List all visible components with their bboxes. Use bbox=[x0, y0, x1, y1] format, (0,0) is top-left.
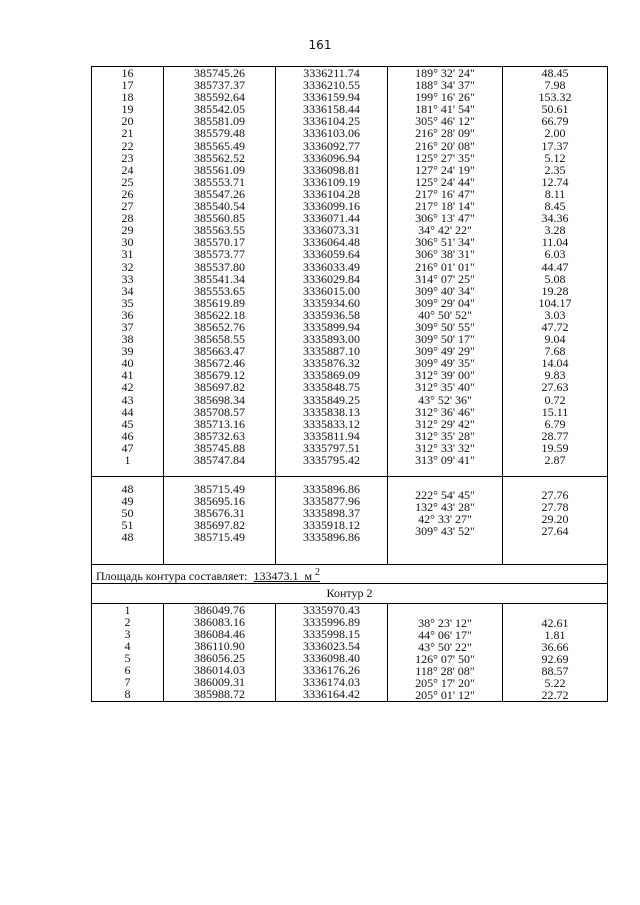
table-cell: 5.22 bbox=[544, 676, 566, 691]
table-cell: 306° 51' 34" bbox=[415, 235, 475, 250]
table-cell: 26 bbox=[121, 186, 134, 201]
table-cell: 34° 42' 22" bbox=[418, 223, 472, 238]
table-cell: 47.72 bbox=[541, 319, 569, 334]
table-cell: 385732.63 bbox=[194, 428, 245, 443]
table-cell: 385553.65 bbox=[194, 283, 245, 298]
table-cell: 3336023.54 bbox=[303, 638, 360, 653]
table-cell: 2.87 bbox=[544, 453, 566, 467]
table-cell: 5.08 bbox=[544, 271, 566, 286]
table-cell: 33 bbox=[121, 271, 134, 286]
hole-block bbox=[92, 483, 608, 543]
table-cell: 45 bbox=[121, 416, 134, 431]
table-cell: 29 bbox=[121, 223, 134, 238]
table-cell: 6 bbox=[124, 663, 131, 678]
table-cell: 29.20 bbox=[541, 512, 569, 527]
contour1-block bbox=[92, 67, 608, 467]
contour2-block bbox=[92, 603, 608, 702]
table-cell: 305° 46' 12" bbox=[415, 114, 475, 129]
table-cell: 385542.05 bbox=[194, 102, 245, 117]
table-cell: 66.79 bbox=[541, 114, 569, 129]
table-cell: 38° 23' 12" bbox=[418, 615, 472, 630]
table-cell: 7 bbox=[124, 675, 131, 690]
table-cell: 385622.18 bbox=[194, 307, 245, 322]
table-cell: 386056.25 bbox=[194, 650, 245, 665]
contour2-title: Контур 2 bbox=[92, 583, 608, 603]
table-cell: 19 bbox=[121, 102, 134, 117]
table-cell: 6.79 bbox=[544, 416, 566, 431]
table-cell: 3336158.44 bbox=[303, 102, 360, 117]
table-cell: 1 bbox=[124, 602, 131, 617]
table-cell: 2.35 bbox=[544, 162, 566, 177]
table-cell: 385562.52 bbox=[194, 150, 245, 165]
table-cell: 3335849.25 bbox=[303, 392, 360, 407]
table-cell: 34 bbox=[121, 283, 134, 298]
table-cell: 309° 49' 35" bbox=[415, 356, 475, 371]
table-cell: 3335838.13 bbox=[303, 404, 360, 419]
table-cell: 386084.46 bbox=[194, 626, 245, 641]
table-cell: 3336176.26 bbox=[303, 663, 360, 678]
table-cell: 385619.89 bbox=[194, 295, 245, 310]
table-cell: 216° 01' 01" bbox=[415, 259, 475, 274]
table-cell: 46 bbox=[121, 428, 134, 443]
table-cell: 3336073.31 bbox=[303, 223, 360, 238]
table-cell: 385676.31 bbox=[194, 506, 245, 521]
table-cell: 34.36 bbox=[541, 211, 569, 226]
table-cell: 309° 43' 52" bbox=[415, 524, 475, 539]
table-cell: 39 bbox=[121, 344, 134, 359]
table-cell: 3335848.75 bbox=[303, 380, 360, 395]
table-cell: 3336096.94 bbox=[303, 150, 360, 165]
table-cell: 385581.09 bbox=[194, 114, 245, 129]
table-cell: 44.47 bbox=[541, 259, 569, 274]
table-cell: 118° 28' 08" bbox=[415, 663, 475, 678]
table-cell: 3335887.10 bbox=[303, 344, 360, 359]
table-cell: 3336109.19 bbox=[303, 174, 360, 189]
table-cell: 22 bbox=[121, 138, 134, 153]
table-cell: 16 bbox=[121, 66, 134, 80]
section-divider bbox=[92, 466, 608, 477]
table-cell: 17 bbox=[121, 78, 134, 93]
table-cell: 386014.03 bbox=[194, 663, 245, 678]
table-cell: 3.03 bbox=[544, 307, 566, 322]
table-cell: 21 bbox=[121, 126, 134, 141]
table-cell: 3336029.84 bbox=[303, 271, 360, 286]
table-cell: 312° 33' 32" bbox=[415, 440, 475, 455]
table-cell: 3335898.37 bbox=[303, 506, 360, 521]
table-cell: 3335811.94 bbox=[303, 428, 360, 443]
table-cell: 18 bbox=[121, 90, 134, 105]
table-cell: 385573.77 bbox=[194, 247, 245, 262]
coordinates-table bbox=[91, 66, 608, 702]
distance-column bbox=[503, 67, 608, 467]
y-coordinate-column bbox=[276, 67, 388, 467]
table-cell: 44 bbox=[121, 404, 134, 419]
table-cell: 14.04 bbox=[541, 356, 569, 371]
table-cell: 385988.72 bbox=[194, 687, 245, 702]
table-cell: 3335896.86 bbox=[303, 482, 360, 497]
table-cell: 205° 17' 20" bbox=[415, 676, 475, 691]
table-cell: 48.45 bbox=[541, 66, 569, 80]
table-cell: 3336164.42 bbox=[303, 687, 360, 702]
table-cell: 50 bbox=[121, 506, 134, 521]
area-row bbox=[92, 564, 608, 583]
table-cell: 25 bbox=[121, 174, 134, 189]
table-cell: 15.11 bbox=[541, 404, 569, 419]
table-cell: 19.59 bbox=[541, 440, 569, 455]
table-cell: 43° 52' 36" bbox=[418, 392, 472, 407]
table-cell: 3335934.60 bbox=[303, 295, 360, 310]
x-coordinate-column bbox=[164, 67, 276, 467]
table-cell: 385708.57 bbox=[194, 404, 245, 419]
table-cell: 385561.09 bbox=[194, 162, 245, 177]
table-cell: 3335996.89 bbox=[303, 614, 360, 629]
table-cell: 40 bbox=[121, 356, 134, 371]
table-cell: 88.57 bbox=[541, 663, 569, 678]
table-cell: 181° 41' 54" bbox=[415, 102, 475, 117]
table-cell: 37 bbox=[121, 319, 134, 334]
table-cell: 7.68 bbox=[544, 344, 566, 359]
table-cell: 51 bbox=[121, 518, 134, 533]
table-cell: 385698.34 bbox=[194, 392, 245, 407]
table-cell: 3336098.81 bbox=[303, 162, 360, 177]
table-cell: 40° 50' 52" bbox=[418, 307, 472, 322]
table-cell: 3336104.25 bbox=[303, 114, 360, 129]
table-cell: 3335795.42 bbox=[303, 453, 360, 467]
table-cell: 3335998.15 bbox=[303, 626, 360, 641]
table-cell: 386009.31 bbox=[194, 675, 245, 690]
table-cell: 9.83 bbox=[544, 368, 566, 383]
table-cell: 385652.76 bbox=[194, 319, 245, 334]
table-cell: 27 bbox=[121, 199, 134, 214]
table-cell: 312° 36' 46" bbox=[415, 404, 475, 419]
table-cell: 385697.82 bbox=[194, 518, 245, 533]
area-label: Площадь контура составляет: bbox=[96, 568, 248, 583]
table-cell: 3335876.32 bbox=[303, 356, 360, 371]
table-cell: 49 bbox=[121, 494, 134, 509]
table-cell: 41 bbox=[121, 368, 134, 383]
table-cell: 385560.85 bbox=[194, 211, 245, 226]
table-cell: 127° 24' 19" bbox=[415, 162, 475, 177]
table-cell: 3 bbox=[124, 626, 131, 641]
table-cell: 385737.37 bbox=[194, 78, 245, 93]
table-cell: 3335970.43 bbox=[303, 602, 360, 617]
table-cell: 385672.46 bbox=[194, 356, 245, 371]
table-cell: 385658.55 bbox=[194, 332, 245, 347]
table-cell: 385579.48 bbox=[194, 126, 245, 141]
table-cell: 92.69 bbox=[541, 651, 569, 666]
table-cell: 3336210.55 bbox=[303, 78, 360, 93]
table-cell: 3336104.28 bbox=[303, 186, 360, 201]
table-cell: 42.61 bbox=[541, 615, 569, 630]
table-cell: 216° 20' 08" bbox=[415, 138, 475, 153]
table-cell: 23 bbox=[121, 150, 134, 165]
table-cell: 44° 06' 17" bbox=[418, 627, 472, 642]
table-cell: 217° 18' 14" bbox=[415, 199, 475, 214]
table-cell: 125° 27' 35" bbox=[415, 150, 475, 165]
table-cell: 306° 38' 31" bbox=[415, 247, 475, 262]
table-cell: 3335936.58 bbox=[303, 307, 360, 322]
table-cell: 385745.26 bbox=[194, 66, 245, 80]
table-cell: 309° 49' 29" bbox=[415, 344, 475, 359]
table-cell: 312° 29' 42" bbox=[415, 416, 475, 431]
table-cell: 104.17 bbox=[538, 295, 572, 310]
table-cell: 3336174.03 bbox=[303, 675, 360, 690]
table-cell: 12.74 bbox=[541, 174, 569, 189]
table-cell: 27.63 bbox=[541, 380, 569, 395]
table-cell: 27.64 bbox=[541, 524, 569, 539]
table-cell: 312° 35' 28" bbox=[415, 428, 475, 443]
table-cell: 385715.49 bbox=[194, 530, 245, 545]
point-number-column bbox=[92, 67, 164, 467]
table-cell: 28 bbox=[121, 211, 134, 226]
table-cell: 312° 35' 40" bbox=[415, 380, 475, 395]
table-cell: 385715.49 bbox=[194, 482, 245, 497]
table-cell: 2.00 bbox=[544, 126, 566, 141]
table-cell: 11.04 bbox=[541, 235, 569, 250]
table-cell: 3335918.12 bbox=[303, 518, 360, 533]
table-cell: 6.03 bbox=[544, 247, 566, 262]
table-cell: 3336092.77 bbox=[303, 138, 360, 153]
table-cell: 217° 16' 47" bbox=[415, 186, 475, 201]
table-cell: 306° 13' 47" bbox=[415, 211, 475, 226]
table-cell: 216° 28' 09" bbox=[415, 126, 475, 141]
table-cell: 20 bbox=[121, 114, 134, 129]
table-cell: 188° 34' 37" bbox=[415, 78, 475, 93]
table-cell: 309° 50' 17" bbox=[415, 332, 475, 347]
table-cell: 19.28 bbox=[541, 283, 569, 298]
table-cell: 314° 07' 25" bbox=[415, 271, 475, 286]
table-cell: 126° 07' 50" bbox=[415, 651, 475, 666]
direction-angle-column bbox=[388, 67, 503, 467]
table-cell: 47 bbox=[121, 440, 134, 455]
table-cell: 309° 50' 55" bbox=[415, 319, 475, 334]
table-cell: 1.81 bbox=[544, 627, 566, 642]
table-cell: 42° 33' 27" bbox=[418, 512, 472, 527]
table-cell: 48 bbox=[121, 482, 134, 497]
table-cell: 3336099.16 bbox=[303, 199, 360, 214]
table-cell: 5 bbox=[124, 650, 131, 665]
table-cell: 385745.88 bbox=[194, 440, 245, 455]
table-cell: 3335833.12 bbox=[303, 416, 360, 431]
table-cell: 8.11 bbox=[544, 186, 566, 201]
table-cell: 28.77 bbox=[541, 428, 569, 443]
table-cell: 132° 43' 28" bbox=[415, 500, 475, 515]
table-cell: 386049.76 bbox=[194, 602, 245, 617]
table-cell: 385570.17 bbox=[194, 235, 245, 250]
table-cell: 43° 50' 22" bbox=[418, 639, 472, 654]
table-cell: 7.98 bbox=[544, 78, 566, 93]
table-cell: 205° 01' 12" bbox=[415, 688, 475, 703]
table-cell: 0.72 bbox=[544, 392, 566, 407]
table-cell: 42 bbox=[121, 380, 134, 395]
table-cell: 17.37 bbox=[541, 138, 569, 153]
table-cell: 8.45 bbox=[544, 199, 566, 214]
table-cell: 189° 32' 24" bbox=[415, 66, 475, 80]
table-cell: 3335869.09 bbox=[303, 368, 360, 383]
table-cell: 3335899.94 bbox=[303, 319, 360, 334]
table-cell: 385592.64 bbox=[194, 90, 245, 105]
table-cell: 2 bbox=[124, 614, 131, 629]
table-cell: 1 bbox=[124, 453, 131, 467]
table-cell: 3336071.44 bbox=[303, 211, 360, 226]
table-cell: 38 bbox=[121, 332, 134, 347]
table-cell: 313° 09' 41" bbox=[415, 453, 475, 467]
table-cell: 386083.16 bbox=[194, 614, 245, 629]
table-cell: 24 bbox=[121, 162, 134, 177]
area-value: 133473.1 м $^2$ bbox=[253, 566, 321, 583]
table-cell: 22.72 bbox=[541, 688, 569, 703]
table-cell: 222° 54' 45" bbox=[415, 488, 475, 503]
table-cell: 309° 29' 04" bbox=[415, 295, 475, 310]
table-cell: 385541.34 bbox=[194, 271, 245, 286]
table-cell: 9.04 bbox=[544, 332, 566, 347]
table-cell: 8 bbox=[124, 687, 131, 702]
table-cell: 48 bbox=[121, 530, 134, 545]
table-cell: 27.78 bbox=[541, 500, 569, 515]
table-cell: 385563.55 bbox=[194, 223, 245, 238]
table-cell: 3335797.51 bbox=[303, 440, 360, 455]
table-cell: 36 bbox=[121, 307, 134, 322]
table-cell: 30 bbox=[121, 235, 134, 250]
table-cell: 309° 40' 34" bbox=[415, 283, 475, 298]
table-cell: 385565.49 bbox=[194, 138, 245, 153]
table-cell: 385537.80 bbox=[194, 259, 245, 274]
table-cell: 385547.26 bbox=[194, 186, 245, 201]
table-cell: 3336098.40 bbox=[303, 650, 360, 665]
table-cell: 36.66 bbox=[541, 639, 569, 654]
table-cell: 385663.47 bbox=[194, 344, 245, 359]
table-cell: 32 bbox=[121, 259, 134, 274]
contour2-title-row bbox=[92, 583, 608, 603]
table-cell: 199° 16' 26" bbox=[415, 90, 475, 105]
table-cell: 3336015.00 bbox=[303, 283, 360, 298]
table-cell: 3335893.00 bbox=[303, 332, 360, 347]
table-cell: 385695.16 bbox=[194, 494, 245, 509]
table-cell: 385713.16 bbox=[194, 416, 245, 431]
table-cell: 3336159.94 bbox=[303, 90, 360, 105]
table-cell: 5.12 bbox=[544, 150, 566, 165]
table-cell: 312° 39' 00" bbox=[415, 368, 475, 383]
table-cell: 43 bbox=[121, 392, 134, 407]
table-cell: 385540.54 bbox=[194, 199, 245, 214]
table-cell: 4 bbox=[124, 638, 131, 653]
table-cell: 3335877.96 bbox=[303, 494, 360, 509]
table-cell: 3335896.86 bbox=[303, 530, 360, 545]
table-cell: 3336211.74 bbox=[303, 66, 360, 80]
table-cell: 3.28 bbox=[544, 223, 566, 238]
table-cell: 385697.82 bbox=[194, 380, 245, 395]
table-cell: 3336064.48 bbox=[303, 235, 360, 250]
table-cell: 27.76 bbox=[541, 488, 569, 503]
page-number: 161 bbox=[308, 38, 332, 52]
table-cell: 386110.90 bbox=[194, 638, 245, 653]
table-cell: 385553.71 bbox=[194, 174, 245, 189]
table-cell: 3336059.64 bbox=[303, 247, 360, 262]
table-cell: 385747.84 bbox=[194, 453, 245, 467]
table-cell: 125° 24' 44" bbox=[415, 174, 475, 189]
table-cell: 31 bbox=[121, 247, 134, 262]
table-cell: 3336103.06 bbox=[303, 126, 360, 141]
table-cell: 50.61 bbox=[541, 102, 569, 117]
table-cell: 3336033.49 bbox=[303, 259, 360, 274]
table-cell: 385679.12 bbox=[194, 368, 245, 383]
table-cell: 35 bbox=[121, 295, 134, 310]
table-cell: 153.32 bbox=[538, 90, 572, 105]
